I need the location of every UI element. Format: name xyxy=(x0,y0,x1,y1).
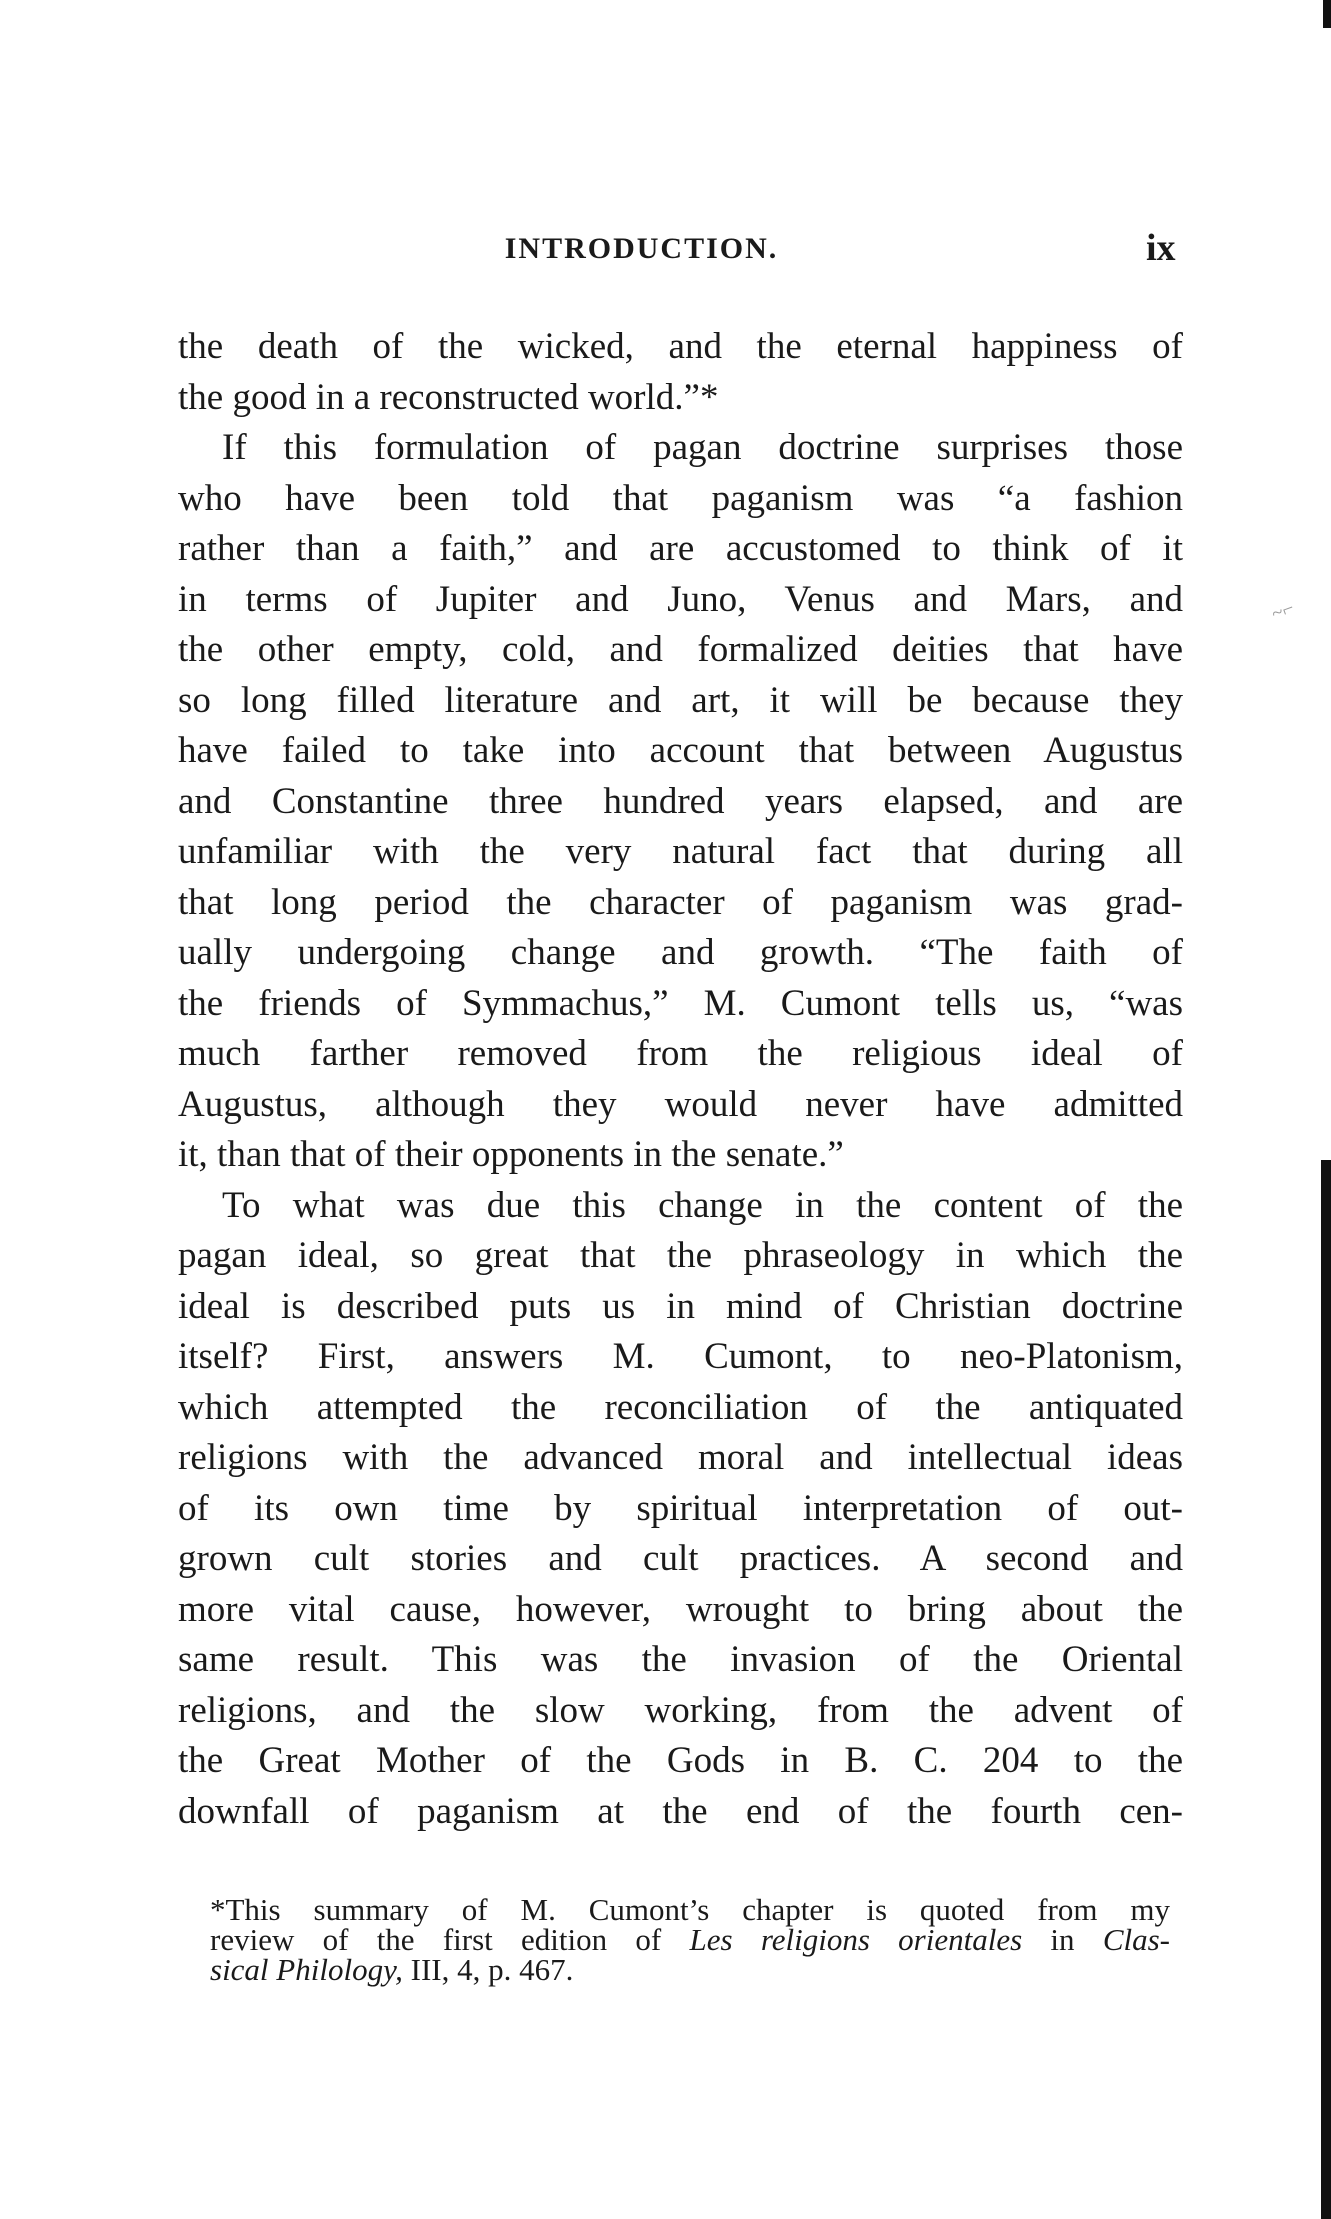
text-line: If this formulation of pagan doctrine surprises those xyxy=(222,427,1183,468)
text-line: much farther removed from the religious ideal of xyxy=(178,1033,1183,1074)
text-line: so long filled literature and art, it will be because they xyxy=(178,679,1183,721)
text-line: rather than a faith,” and are accustomed to think of it xyxy=(178,528,1183,569)
text-line: which attempted the reconciliation of the antiquated xyxy=(178,1386,1183,1428)
text-line: the death of the wicked, and the eternal happiness of xyxy=(178,326,1183,367)
footnote-line xyxy=(210,1952,1170,1987)
text-line: same result. This was the invasion of the Oriental xyxy=(178,1639,1183,1680)
footnote-citation: III, 4, p. 467. xyxy=(402,1952,574,1987)
footnote-line: *This summary of M. Cumont’s chapter is quoted from my xyxy=(210,1892,1170,1927)
text-line: religions, and the slow working, from the advent of xyxy=(178,1689,1183,1731)
text-line: that long period the character of paganism was grad- xyxy=(178,881,1183,923)
running-header xyxy=(0,232,1331,266)
text-line: Augustus, although they would never have admitted xyxy=(178,1083,1183,1125)
footnote-text: review of the first edition of xyxy=(210,1922,690,1957)
text-line: itself? First, answers M. Cumont, to neo-Platonism, xyxy=(178,1336,1183,1377)
text-line: unfamiliar with the very natural fact that during all xyxy=(178,831,1183,872)
text-line: ideal is described puts us in mind of Christian doctrine xyxy=(178,1285,1183,1327)
text-line: who have been told that paganism was “a fashion xyxy=(178,477,1183,519)
text-line: of its own time by spiritual interpretation of out- xyxy=(178,1487,1183,1529)
page-number: ix xyxy=(1146,227,1176,269)
footnote-text: in xyxy=(1022,1922,1103,1957)
text-line: downfall of paganism at the end of the fourth cen- xyxy=(178,1790,1183,1832)
text-line: the other empty, cold, and formalized deities that have xyxy=(178,629,1183,670)
text-line: pagan ideal, so great that the phraseology in which the xyxy=(178,1235,1183,1276)
body-text xyxy=(178,322,1183,1837)
text-line: ually undergoing change and growth. “The faith of xyxy=(178,932,1183,973)
footnote-line xyxy=(210,1922,1170,1957)
scan-edge-mark xyxy=(1323,0,1331,28)
footnote-italic-journal: sical Philology, xyxy=(210,1952,403,1987)
footnote-italic-journal: Clas- xyxy=(1102,1922,1170,1957)
text-line: and Constantine three hundred years elapsed, and are xyxy=(178,780,1183,822)
text-line: more vital cause, however, wrought to bring about the xyxy=(178,1588,1183,1630)
text-line: in terms of Jupiter and Juno, Venus and Mars, and xyxy=(178,578,1183,620)
footnote-italic-title: Les religions orientales xyxy=(689,1922,1023,1957)
scan-binding-edge xyxy=(1321,1160,1331,2219)
text-line: religions with the advanced moral and intellectual ideas xyxy=(178,1437,1183,1478)
running-header-title: INTRODUCTION. xyxy=(504,232,779,265)
footnote xyxy=(210,1892,1170,1987)
text-line: the friends of Symmachus,” M. Cumont tells us, “was xyxy=(178,982,1183,1024)
text-line: the good in a reconstructed world.”* xyxy=(178,376,719,418)
margin-pencil-mark: ~⌐ xyxy=(1268,596,1298,626)
text-line: it, than that of their opponents in the senate.” xyxy=(178,1134,844,1175)
text-line: the Great Mother of the Gods in B. C. 204 to the xyxy=(178,1740,1183,1781)
text-line: To what was due this change in the content of the xyxy=(222,1184,1183,1226)
text-line: grown cult stories and cult practices. A second and xyxy=(178,1538,1183,1579)
text-line: have failed to take into account that between Augustus xyxy=(178,730,1183,771)
